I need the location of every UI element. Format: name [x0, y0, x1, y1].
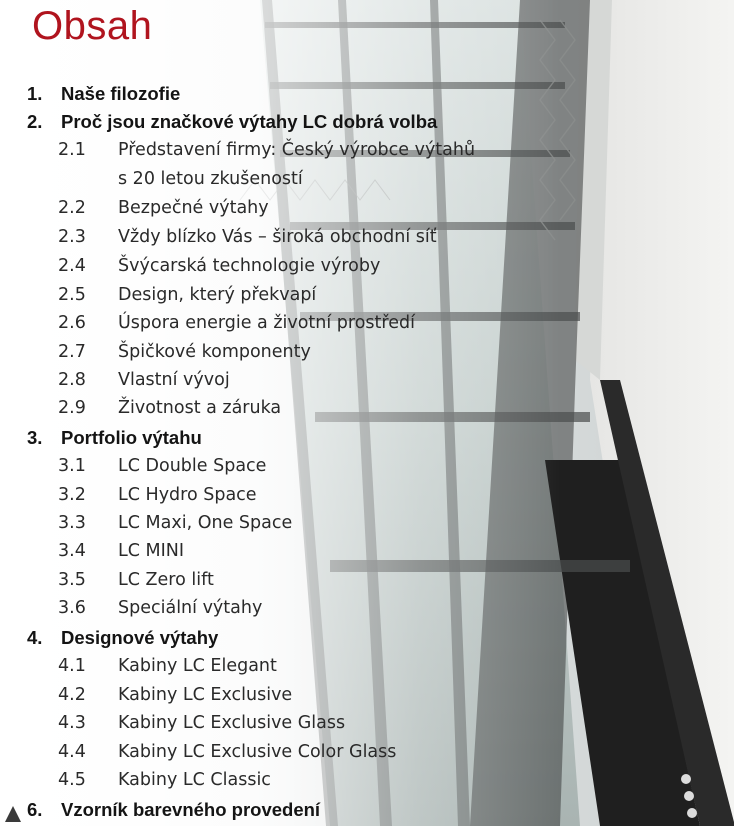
toc-item-2-6[interactable]: 2.6 Úspora energie a životní prostředí: [58, 313, 415, 333]
toc-item-3-5[interactable]: 3.5 LC Zero lift: [58, 570, 214, 590]
toc-item-2-7[interactable]: 2.7 Špičkové komponenty: [58, 342, 311, 362]
toc-item-2-3[interactable]: 2.3 Vždy blízko Vás – široká obchodní síť: [58, 227, 437, 247]
section-label: Naše filozofie: [61, 83, 181, 104]
toc-item-3-1[interactable]: 3.1 LC Double Space: [58, 456, 267, 476]
section-label: Designové výtahy: [61, 627, 219, 648]
section-number: 6.: [27, 799, 43, 820]
section-number: 4.: [27, 627, 43, 648]
section-label: Proč jsou značkové výtahy LC dobrá volba: [61, 111, 438, 132]
toc-item-2-1[interactable]: 2.1 Představení firmy: Český výrobce výtahů: [58, 140, 476, 160]
toc-item-2-4[interactable]: 2.4 Švýcarská technologie výroby: [58, 256, 381, 276]
section-number: 2.: [27, 111, 43, 132]
toc-item-4-3[interactable]: 4.3 Kabiny LC Exclusive Glass: [58, 713, 346, 733]
section-label: Vzorník barevného provedení: [61, 799, 321, 820]
toc-item-4-4[interactable]: 4.4 Kabiny LC Exclusive Color Glass: [58, 742, 397, 762]
toc-item-3-6[interactable]: 3.6 Speciální výtahy: [58, 598, 263, 618]
toc-section-3[interactable]: [27, 427, 202, 451]
toc-item-3-4[interactable]: 3.4 LC MINI: [58, 541, 185, 561]
toc-item-4-2[interactable]: 4.2 Kabiny LC Exclusive: [58, 685, 293, 705]
toc-section-4[interactable]: [27, 627, 218, 651]
toc-item-4-1[interactable]: 4.1 Kabiny LC Elegant: [58, 656, 277, 676]
toc-item-2-8[interactable]: 2.8 Vlastní vývoj: [58, 370, 230, 390]
toc-item-2-5[interactable]: 2.5 Design, který překvapí: [58, 285, 317, 305]
section-number: 1.: [27, 83, 43, 104]
section-number: 3.: [27, 427, 43, 448]
toc-section-6[interactable]: [27, 799, 320, 823]
toc-item-3-2[interactable]: 3.2 LC Hydro Space: [58, 485, 257, 505]
toc-item-2-1-continued[interactable]: s 20 letou zkušeností: [118, 169, 303, 189]
toc-item-2-2[interactable]: 2.2 Bezpečné výtahy: [58, 198, 269, 218]
page-title: Obsah: [32, 4, 153, 48]
section-label: Portfolio výtahu: [61, 427, 202, 448]
toc-section-2[interactable]: [27, 111, 437, 135]
toc-section-1[interactable]: [27, 83, 180, 107]
triangle-marker-icon: [5, 806, 21, 822]
toc-item-4-5[interactable]: 4.5 Kabiny LC Classic: [58, 770, 271, 790]
toc-item-3-3[interactable]: 3.3 LC Maxi, One Space: [58, 513, 293, 533]
toc-item-2-9[interactable]: 2.9 Životnost a záruka: [58, 398, 282, 418]
